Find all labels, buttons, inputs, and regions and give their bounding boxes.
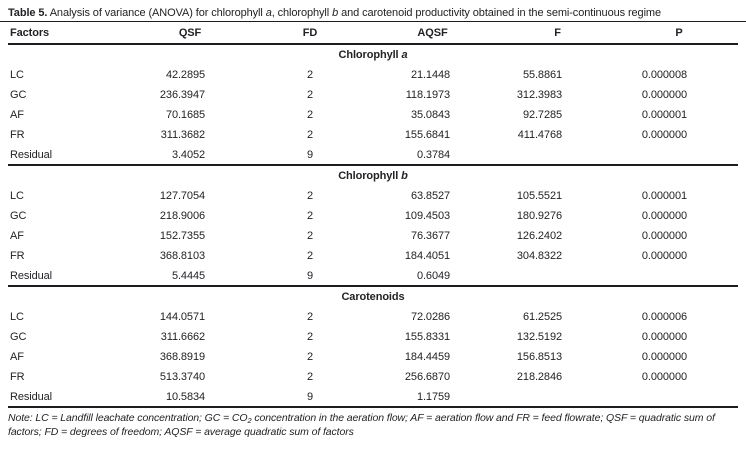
cell-aqsf: 256.6870 — [404, 371, 450, 383]
anova-table — [8, 22, 738, 408]
cell-f: 304.8322 — [516, 250, 562, 262]
table-row — [8, 246, 738, 266]
section-title: Chlorophyll — [338, 170, 402, 182]
cell-p: 0.000000 — [641, 351, 687, 363]
cell-qsf: 513.3740 — [159, 371, 205, 383]
cell-qsf: 152.7355 — [159, 230, 205, 242]
section-header-chlorophyll-a — [8, 44, 738, 65]
cell-fd: 2 — [306, 351, 314, 363]
cell-fd: 2 — [306, 311, 314, 323]
cell-factor: GC — [10, 210, 27, 222]
cell-f: 156.8513 — [516, 351, 562, 363]
cell-factor: FR — [10, 250, 25, 262]
table-row — [8, 226, 738, 246]
cell-qsf: 311.3682 — [160, 129, 205, 141]
cell-f: 61.2525 — [522, 311, 562, 323]
cell-p: 0.000000 — [641, 250, 687, 262]
cell-fd: 9 — [306, 390, 314, 403]
cell-fd: 2 — [306, 210, 314, 222]
table-row — [8, 125, 738, 145]
footnote-text-2: concentration in the aeration flow; AF = aeration flow and FR = feed flowrate; QSF = quadratic sum of factors; FD = degrees of freedom; AQSF = average quadratic sum of factors — [8, 412, 715, 438]
cell-qsf: 10.5834 — [165, 390, 205, 403]
cell-f: 180.9276 — [516, 210, 562, 222]
column-header-p: P — [620, 22, 738, 44]
cell-aqsf: 184.4051 — [404, 250, 450, 262]
cell-p: 0.000008 — [641, 69, 687, 81]
cell-p: 0.000000 — [641, 230, 687, 242]
cell-p — [620, 145, 738, 165]
table-number-label: Table 5. — [8, 7, 48, 19]
cell-fd: 2 — [306, 89, 314, 101]
cell-fd: 2 — [306, 69, 314, 81]
caption-text-2: , chlorophyll — [271, 7, 333, 19]
cell-qsf: 311.6662 — [160, 331, 205, 343]
cell-aqsf: 155.6841 — [404, 129, 450, 141]
section-title-italic: b — [401, 170, 408, 182]
table-row — [8, 387, 738, 407]
section-header-carotenoids — [8, 286, 738, 307]
cell-f — [495, 145, 620, 165]
cell-aqsf: 0.6049 — [416, 269, 450, 282]
column-header-f: F — [495, 22, 620, 44]
section-title-italic: a — [401, 49, 408, 61]
cell-qsf: 236.3947 — [159, 89, 205, 101]
cell-qsf: 218.9006 — [159, 210, 205, 222]
cell-p: 0.000000 — [641, 210, 687, 222]
cell-fd: 2 — [306, 230, 314, 242]
cell-aqsf: 155.8331 — [404, 331, 450, 343]
table-row — [8, 206, 738, 226]
cell-qsf: 127.7054 — [159, 190, 205, 202]
cell-factor: LC — [10, 311, 24, 323]
cell-fd: 2 — [306, 250, 314, 262]
cell-f: 126.2402 — [516, 230, 562, 242]
table-row — [8, 307, 738, 327]
column-header-fd: FD — [250, 22, 370, 44]
cell-factor: Residual — [10, 390, 53, 403]
table-row — [8, 266, 738, 286]
cell-p — [620, 266, 738, 286]
table-caption — [0, 0, 746, 22]
cell-factor: LC — [10, 69, 24, 81]
cell-qsf: 3.4052 — [171, 148, 205, 161]
cell-factor: GC — [10, 331, 27, 343]
cell-qsf: 5.4445 — [171, 269, 205, 282]
cell-qsf: 368.8919 — [159, 351, 205, 363]
cell-fd: 2 — [306, 190, 314, 202]
table-row — [8, 186, 738, 206]
cell-factor: AF — [10, 230, 24, 242]
table-footnote — [8, 412, 738, 439]
cell-p: 0.000006 — [641, 311, 687, 323]
cell-factor: LC — [10, 190, 24, 202]
table-row — [8, 367, 738, 387]
cell-fd: 9 — [306, 269, 314, 282]
column-header-qsf: QSF — [130, 22, 250, 44]
caption-italic-b: b — [332, 7, 339, 19]
column-header-factors: Factors — [8, 22, 130, 44]
cell-aqsf: 76.3677 — [410, 230, 450, 242]
caption-text-3: and carotenoid productivity obtained in the semi-continuous regime — [338, 7, 661, 19]
cell-aqsf: 35.0843 — [410, 109, 450, 121]
cell-aqsf: 118.1973 — [405, 89, 450, 101]
cell-fd: 2 — [306, 371, 314, 383]
cell-f — [495, 387, 620, 407]
cell-aqsf: 21.1448 — [410, 69, 450, 81]
cell-qsf: 144.0571 — [159, 311, 205, 323]
cell-f: 105.5521 — [516, 190, 562, 202]
cell-f: 312.3983 — [516, 89, 562, 101]
cell-factor: AF — [10, 351, 24, 363]
table-row — [8, 327, 738, 347]
caption-italic-a: a — [265, 7, 272, 19]
cell-p: 0.000001 — [641, 190, 687, 202]
cell-fd: 2 — [306, 129, 314, 141]
cell-aqsf: 72.0286 — [410, 311, 450, 323]
cell-aqsf: 184.4459 — [404, 351, 450, 363]
cell-qsf: 368.8103 — [159, 250, 205, 262]
cell-f: 411.4768 — [517, 129, 562, 141]
cell-p: 0.000000 — [641, 89, 687, 101]
cell-factor: Residual — [10, 148, 53, 161]
section-header-chlorophyll-b — [8, 165, 738, 186]
section-title: Chlorophyll — [338, 49, 402, 61]
cell-f: 218.2846 — [516, 371, 562, 383]
table-row — [8, 347, 738, 367]
section-title: Carotenoids — [341, 291, 405, 303]
footnote-subscript-2: 2 — [247, 416, 252, 425]
cell-f: 55.8861 — [522, 69, 562, 81]
table-row — [8, 65, 738, 85]
cell-f: 132.5192 — [516, 331, 562, 343]
cell-aqsf: 63.8527 — [410, 190, 450, 202]
header-row — [8, 22, 738, 44]
table-row — [8, 145, 738, 165]
cell-factor: FR — [10, 129, 25, 141]
table-row — [8, 85, 738, 105]
footnote-text-1: Note: LC = Landfill leachate concentration; GC = CO — [8, 412, 248, 424]
cell-factor: FR — [10, 371, 25, 383]
table-row — [8, 105, 738, 125]
cell-p: 0.000001 — [641, 109, 687, 121]
cell-factor: GC — [10, 89, 27, 101]
cell-fd: 9 — [306, 148, 314, 161]
cell-f: 92.7285 — [522, 109, 562, 121]
caption-text-1: Analysis of variance (ANOVA) for chlorophyll — [47, 7, 266, 19]
cell-qsf: 42.2895 — [165, 69, 205, 81]
cell-p: 0.000000 — [641, 129, 687, 141]
cell-p — [620, 387, 738, 407]
cell-aqsf: 109.4503 — [404, 210, 450, 222]
cell-p: 0.000000 — [641, 371, 687, 383]
cell-fd: 2 — [306, 109, 314, 121]
cell-fd: 2 — [306, 331, 314, 343]
cell-p: 0.000000 — [641, 331, 687, 343]
cell-qsf: 70.1685 — [165, 109, 205, 121]
cell-aqsf: 0.3784 — [416, 148, 450, 161]
cell-factor: AF — [10, 109, 24, 121]
cell-aqsf: 1.1759 — [416, 390, 450, 403]
cell-f — [495, 266, 620, 286]
column-header-aqsf: AQSF — [370, 22, 495, 44]
cell-factor: Residual — [10, 269, 53, 282]
